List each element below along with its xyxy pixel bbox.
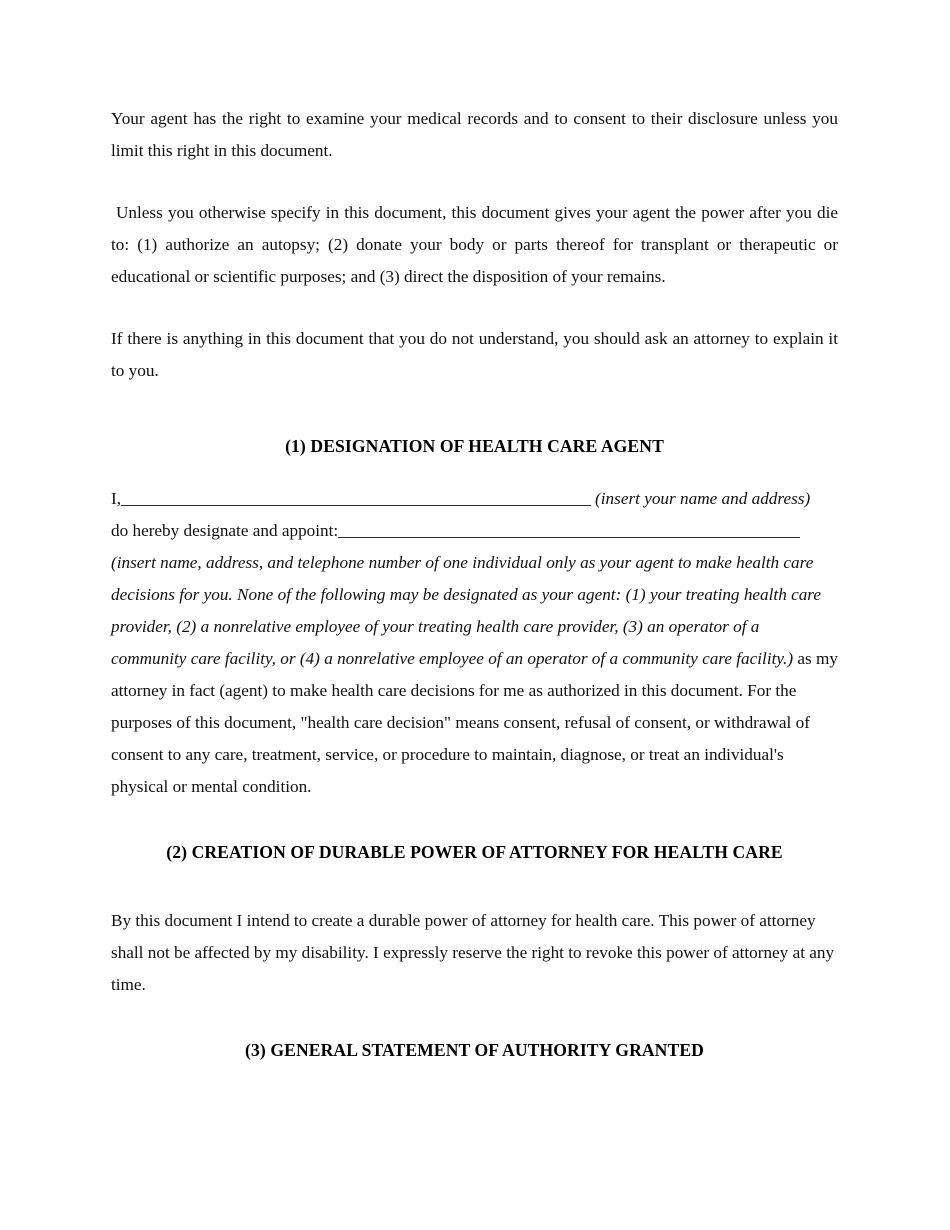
document-content bbox=[111, 103, 838, 1065]
agent-instructions-italic: (insert name, address, and telephone number of one individual only as your agent to make health care decisions for you. None of the following may be designated as your agent: (1) your treating health care provider, (2) a nonrelative employee of your treating health care provider, (3) an operator of a community care facility, or (4) a nonrelative employee of an operator of a community care facility.) bbox=[111, 553, 821, 668]
spacer bbox=[111, 387, 838, 431]
field-label-i: I, bbox=[111, 489, 122, 508]
field-row-designate-appoint bbox=[111, 515, 838, 547]
field-row-name-address bbox=[111, 483, 838, 515]
paragraph-after-death-powers: Unless you otherwise specify in this document, this document gives your agent the power after you die to: (1) authorize an autopsy; (2) donate your body or parts thereof for transplant or therapeutic or educational or scientific purposes; and (3) direct the disposition of your remains. bbox=[111, 203, 838, 286]
annotation-insert-name-address: (insert your name and address) bbox=[595, 489, 811, 508]
paragraph-ask-attorney: If there is anything in this document that you do not understand, you should ask an attorney to explain it to you. bbox=[111, 329, 838, 380]
heading-section-2: (2) CREATION OF DURABLE POWER OF ATTORNEY FOR HEALTH CARE bbox=[166, 842, 783, 862]
blank-name-address[interactable] bbox=[121, 489, 591, 506]
spacer bbox=[111, 867, 838, 905]
spacer bbox=[111, 293, 838, 323]
heading-section-3: (3) GENERAL STATEMENT OF AUTHORITY GRANTED bbox=[245, 1040, 704, 1060]
blank-agent-name[interactable] bbox=[338, 521, 800, 538]
spacer bbox=[111, 1001, 838, 1035]
field-label-designate: do hereby designate and appoint: bbox=[111, 521, 339, 540]
spacer bbox=[111, 461, 838, 483]
paragraph-creation-of-dpoa: By this document I intend to create a durable power of attorney for health care. This power of attorney shall not be affected by my disability. I expressly reserve the right to revoke this power of attorney at any time. bbox=[111, 911, 835, 994]
heading-section-1: (1) DESIGNATION OF HEALTH CARE AGENT bbox=[285, 436, 664, 456]
spacer bbox=[111, 167, 838, 197]
spacer bbox=[111, 803, 838, 837]
agent-instructions-roman: as my attorney in fact (agent) to make health care decisions for me as authorized in this document. For the purposes of this document, "health care decision" means consent, refusal of consent, or withdrawal of consent to any care, treatment, service, or procedure to maintain, diagnose, or treat an individual's physical or mental condition. bbox=[111, 649, 838, 796]
paragraph-agent-instructions bbox=[111, 547, 838, 803]
paragraph-medical-records: Your agent has the right to examine your medical records and to consent to their disclosure unless you limit this right in this document. bbox=[111, 109, 838, 160]
